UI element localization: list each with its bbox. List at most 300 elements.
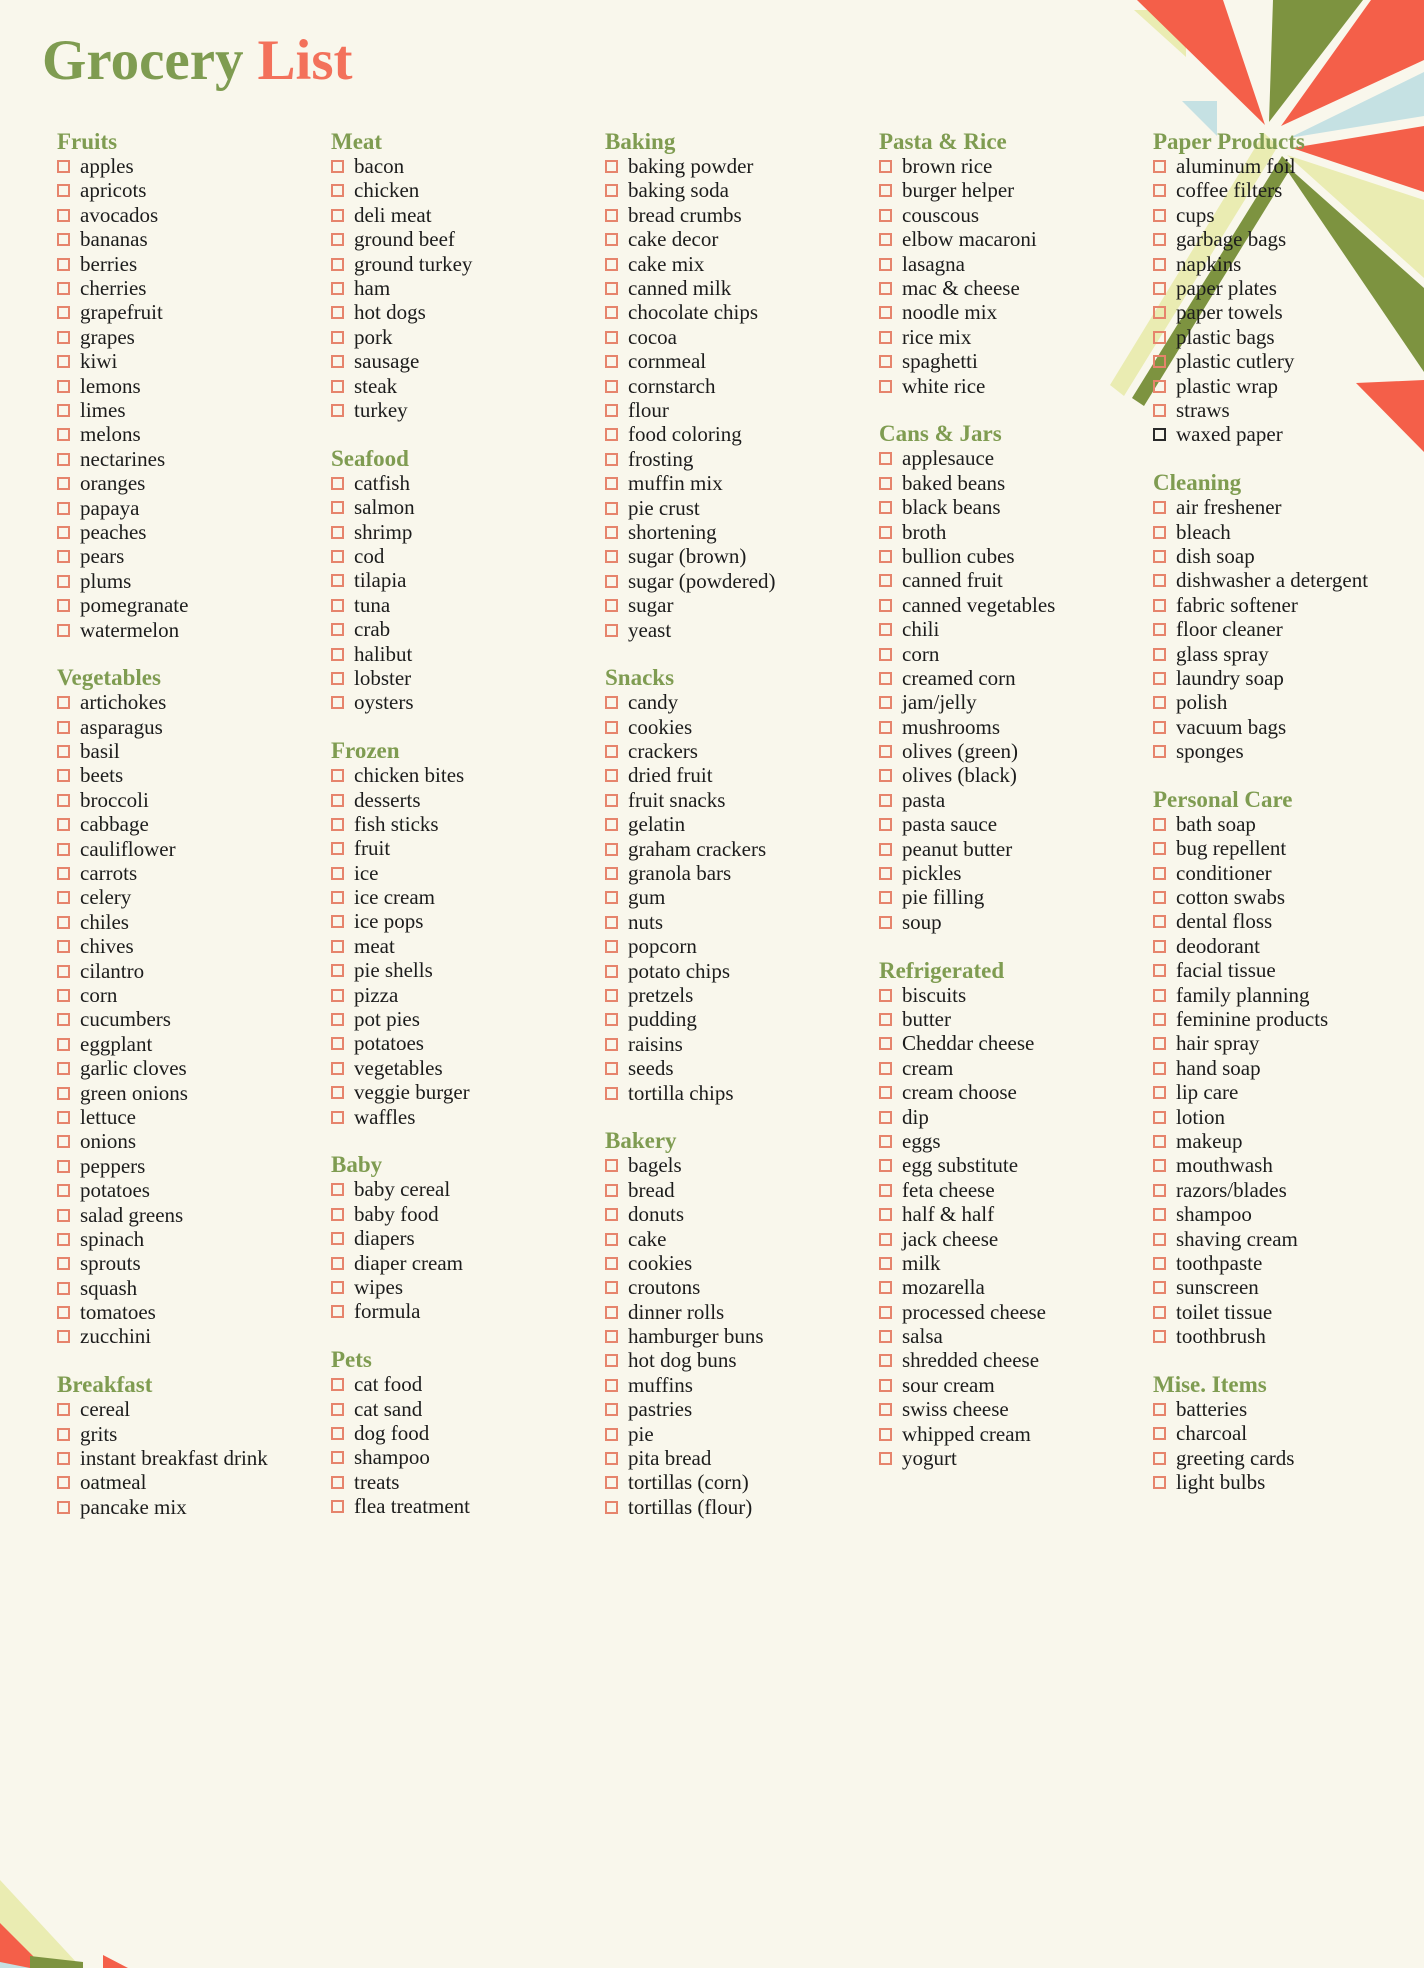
- item-label: bug repellent: [1176, 836, 1287, 861]
- checkbox-icon[interactable]: [879, 1013, 892, 1026]
- checkbox-icon[interactable]: [57, 1111, 70, 1124]
- checkbox-icon[interactable]: [331, 1111, 344, 1124]
- checkbox-icon[interactable]: [605, 1330, 618, 1343]
- checkbox-icon[interactable]: [879, 258, 892, 271]
- checkbox-icon[interactable]: [1153, 989, 1166, 1002]
- checkbox-icon[interactable]: [605, 1476, 618, 1489]
- checkbox-icon[interactable]: [605, 526, 618, 539]
- checkbox-icon[interactable]: [331, 1183, 344, 1196]
- checkbox-icon[interactable]: [331, 1305, 344, 1318]
- checkbox-icon[interactable]: [331, 1427, 344, 1440]
- list-item: [57, 1276, 331, 1300]
- checkbox-icon[interactable]: [605, 209, 618, 222]
- checkbox-icon[interactable]: [879, 282, 892, 295]
- checkbox-icon[interactable]: [57, 1038, 70, 1051]
- checkbox-icon[interactable]: [57, 550, 70, 563]
- checkbox-icon[interactable]: [1153, 355, 1166, 368]
- checkbox-icon[interactable]: [879, 1330, 892, 1343]
- list-item: [331, 203, 605, 227]
- checkbox-icon[interactable]: [879, 1281, 892, 1294]
- section-item-list: [605, 691, 879, 1106]
- item-label: baking powder: [628, 154, 754, 179]
- list-item: [879, 179, 1153, 203]
- checkbox-icon[interactable]: [879, 452, 892, 465]
- checkbox-icon[interactable]: [1153, 623, 1166, 636]
- checkbox-icon[interactable]: [1153, 745, 1166, 758]
- list-item: [57, 1252, 331, 1276]
- checkbox-icon[interactable]: [1153, 867, 1166, 880]
- checkbox-icon[interactable]: [879, 160, 892, 173]
- checkbox-icon[interactable]: [57, 599, 70, 612]
- list-item: [1153, 325, 1424, 349]
- checkbox-icon[interactable]: [605, 306, 618, 319]
- checkbox-icon[interactable]: [57, 1257, 70, 1270]
- checkbox-icon[interactable]: [57, 891, 70, 904]
- checkbox-icon[interactable]: [57, 526, 70, 539]
- checkbox-icon[interactable]: [57, 380, 70, 393]
- checkbox-icon[interactable]: [605, 769, 618, 782]
- checkbox-icon[interactable]: [1153, 696, 1166, 709]
- checkbox-icon[interactable]: [331, 696, 344, 709]
- checkbox-icon[interactable]: [57, 1184, 70, 1197]
- checkbox-icon[interactable]: [57, 989, 70, 1002]
- list-item: [331, 1081, 605, 1105]
- checkbox-icon[interactable]: [331, 184, 344, 197]
- checkbox-icon[interactable]: [879, 1037, 892, 1050]
- checkbox-icon[interactable]: [879, 721, 892, 734]
- checkbox-icon[interactable]: [879, 623, 892, 636]
- checkbox-icon[interactable]: [57, 1062, 70, 1075]
- checkbox-icon[interactable]: [57, 867, 70, 880]
- checkbox-icon[interactable]: [605, 380, 618, 393]
- checkbox-icon[interactable]: [879, 1111, 892, 1124]
- checkbox-icon[interactable]: [605, 696, 618, 709]
- checkbox-icon[interactable]: [605, 1306, 618, 1319]
- checkbox-icon[interactable]: [879, 794, 892, 807]
- checkbox-icon[interactable]: [605, 1379, 618, 1392]
- checkbox-icon[interactable]: [57, 769, 70, 782]
- checkbox-icon[interactable]: [57, 428, 70, 441]
- item-label: cups: [1176, 202, 1215, 227]
- checkbox-icon[interactable]: [605, 745, 618, 758]
- checkbox-icon[interactable]: [1153, 964, 1166, 977]
- checkbox-icon[interactable]: [57, 794, 70, 807]
- checkbox-icon[interactable]: [879, 1257, 892, 1270]
- checkbox-icon[interactable]: [879, 1354, 892, 1367]
- list-item: [879, 1422, 1153, 1446]
- list-item: [331, 617, 605, 641]
- checkbox-icon[interactable]: [331, 550, 344, 563]
- checkbox-icon[interactable]: [879, 477, 892, 490]
- checkbox-icon[interactable]: [605, 575, 618, 588]
- checkbox-icon[interactable]: [879, 1379, 892, 1392]
- checkbox-icon[interactable]: [605, 1403, 618, 1416]
- checkbox-icon[interactable]: [57, 721, 70, 734]
- checkbox-icon[interactable]: [879, 233, 892, 246]
- checkbox-icon[interactable]: [1153, 184, 1166, 197]
- item-label: diapers: [354, 1226, 415, 1251]
- checkbox-icon[interactable]: [879, 1184, 892, 1197]
- checkbox-icon[interactable]: [605, 550, 618, 563]
- checkbox-icon[interactable]: [331, 404, 344, 417]
- list-item: [605, 1324, 879, 1348]
- checkbox-icon[interactable]: [879, 745, 892, 758]
- checkbox-icon[interactable]: [605, 1501, 618, 1514]
- checkbox-icon[interactable]: [331, 233, 344, 246]
- checkbox-icon[interactable]: [879, 1428, 892, 1441]
- checkbox-icon[interactable]: [1153, 1208, 1166, 1221]
- item-label: white rice: [902, 373, 986, 398]
- checkbox-icon[interactable]: [57, 209, 70, 222]
- checkbox-icon[interactable]: [605, 843, 618, 856]
- item-label: canned milk: [628, 276, 732, 301]
- checkbox-icon[interactable]: [879, 989, 892, 1002]
- checkbox-icon[interactable]: [57, 575, 70, 588]
- checkbox-icon[interactable]: [331, 794, 344, 807]
- list-item: [1153, 423, 1424, 447]
- checkbox-icon[interactable]: [605, 1354, 618, 1367]
- list-item: [57, 1008, 331, 1032]
- checkbox-icon[interactable]: [605, 891, 618, 904]
- checkbox-icon[interactable]: [605, 1038, 618, 1051]
- list-item: [1153, 617, 1424, 641]
- checkbox-icon[interactable]: [57, 404, 70, 417]
- checkbox-icon[interactable]: [57, 1428, 70, 1441]
- checkbox-icon[interactable]: [57, 1452, 70, 1465]
- checkbox-icon[interactable]: [57, 916, 70, 929]
- checkbox-icon[interactable]: [57, 184, 70, 197]
- checkbox-icon[interactable]: [57, 818, 70, 831]
- checkbox-icon[interactable]: [331, 501, 344, 514]
- checkbox-icon[interactable]: [57, 843, 70, 856]
- checkbox-icon[interactable]: [879, 1403, 892, 1416]
- checkbox-icon[interactable]: [1153, 915, 1166, 928]
- checkbox-icon[interactable]: [1153, 940, 1166, 953]
- checkbox-icon[interactable]: [605, 818, 618, 831]
- checkbox-icon[interactable]: [879, 306, 892, 319]
- checkbox-icon[interactable]: [1153, 233, 1166, 246]
- checkbox-icon[interactable]: [331, 1232, 344, 1245]
- checkbox-icon[interactable]: [879, 672, 892, 685]
- checkbox-icon[interactable]: [879, 1062, 892, 1075]
- checkbox-icon[interactable]: [879, 843, 892, 856]
- checkbox-icon[interactable]: [879, 1159, 892, 1172]
- item-label: cookies: [628, 714, 693, 739]
- checkbox-icon[interactable]: [331, 1500, 344, 1513]
- checkbox-icon[interactable]: [1153, 1013, 1166, 1026]
- checkbox-icon[interactable]: [331, 1062, 344, 1075]
- checkbox-icon[interactable]: [605, 502, 618, 515]
- checkbox-icon[interactable]: [331, 915, 344, 928]
- list-item: [1153, 398, 1424, 422]
- checkbox-icon[interactable]: [331, 648, 344, 661]
- item-label: squash: [80, 1275, 138, 1300]
- checkbox-icon[interactable]: [879, 355, 892, 368]
- checkbox-icon[interactable]: [331, 1378, 344, 1391]
- checkbox-icon[interactable]: [605, 1233, 618, 1246]
- checkbox-icon[interactable]: [1153, 818, 1166, 831]
- checkbox-icon[interactable]: [1153, 891, 1166, 904]
- checkbox-icon[interactable]: [1153, 1184, 1166, 1197]
- checkbox-icon[interactable]: [57, 1501, 70, 1514]
- checkbox-icon[interactable]: [1153, 160, 1166, 173]
- checkbox-icon[interactable]: [879, 891, 892, 904]
- checkbox-icon[interactable]: [879, 1452, 892, 1465]
- checkbox-icon[interactable]: [331, 1403, 344, 1416]
- checkbox-icon[interactable]: [879, 648, 892, 661]
- checkbox-icon[interactable]: [1153, 306, 1166, 319]
- checkbox-icon[interactable]: [1153, 331, 1166, 344]
- checkbox-icon[interactable]: [331, 1013, 344, 1026]
- checkbox-icon[interactable]: [879, 501, 892, 514]
- checkbox-icon[interactable]: [1153, 574, 1166, 587]
- checkbox-icon[interactable]: [879, 696, 892, 709]
- checkbox-icon[interactable]: [331, 989, 344, 1002]
- checkbox-icon[interactable]: [331, 1086, 344, 1099]
- checkbox-icon[interactable]: [879, 209, 892, 222]
- checkbox-icon[interactable]: [1153, 1281, 1166, 1294]
- checkbox-icon[interactable]: [605, 453, 618, 466]
- checkbox-icon[interactable]: [57, 477, 70, 490]
- item-label: paper plates: [1176, 276, 1277, 301]
- checkbox-icon[interactable]: [879, 380, 892, 393]
- checkbox-icon[interactable]: [57, 282, 70, 295]
- checkbox-icon[interactable]: [57, 1282, 70, 1295]
- checkbox-icon[interactable]: [1153, 1476, 1166, 1489]
- checkbox-icon[interactable]: [57, 1233, 70, 1246]
- checkbox-icon[interactable]: [879, 184, 892, 197]
- checkbox-icon[interactable]: [879, 1306, 892, 1319]
- item-label: dishwasher a detergent: [1176, 568, 1369, 593]
- checkbox-icon[interactable]: [331, 355, 344, 368]
- checkbox-icon[interactable]: [605, 282, 618, 295]
- checkbox-icon[interactable]: [1153, 1306, 1166, 1319]
- section-item-list: [1153, 812, 1424, 1349]
- checkbox-icon[interactable]: [57, 233, 70, 246]
- checkbox-icon[interactable]: [1153, 1257, 1166, 1270]
- checkbox-icon[interactable]: [1153, 1086, 1166, 1099]
- checkbox-icon[interactable]: [605, 184, 618, 197]
- checkbox-icon[interactable]: [605, 1159, 618, 1172]
- checkbox-icon[interactable]: [1153, 1135, 1166, 1148]
- checkbox-icon[interactable]: [879, 1135, 892, 1148]
- item-label: mouthwash: [1176, 1153, 1273, 1178]
- checkbox-icon[interactable]: [605, 1452, 618, 1465]
- checkbox-icon[interactable]: [605, 721, 618, 734]
- checkbox-icon[interactable]: [879, 1233, 892, 1246]
- checkbox-icon[interactable]: [1153, 1062, 1166, 1075]
- checkbox-icon[interactable]: [1153, 599, 1166, 612]
- checkbox-icon[interactable]: [57, 624, 70, 637]
- checkbox-icon[interactable]: [57, 258, 70, 271]
- checkbox-icon[interactable]: [1153, 672, 1166, 685]
- checkbox-icon[interactable]: [331, 1476, 344, 1489]
- checkbox-icon[interactable]: [605, 1013, 618, 1026]
- checkbox-icon[interactable]: [1153, 258, 1166, 271]
- list-item: [331, 1397, 605, 1421]
- checkbox-icon[interactable]: [331, 477, 344, 490]
- checkbox-icon[interactable]: [1153, 1037, 1166, 1050]
- checkbox-icon[interactable]: [605, 1184, 618, 1197]
- checkbox-icon[interactable]: [879, 526, 892, 539]
- checkbox-icon[interactable]: [1153, 721, 1166, 734]
- item-label: plastic wrap: [1176, 373, 1279, 398]
- checkbox-icon[interactable]: [1153, 842, 1166, 855]
- checkbox-icon[interactable]: [57, 1160, 70, 1173]
- checkbox-icon[interactable]: [331, 526, 344, 539]
- checkbox-icon[interactable]: [331, 1451, 344, 1464]
- checkbox-icon[interactable]: [1153, 526, 1166, 539]
- checkbox-icon[interactable]: [331, 891, 344, 904]
- checkbox-icon[interactable]: [605, 331, 618, 344]
- item-label: beets: [80, 763, 124, 788]
- checkbox-icon[interactable]: [605, 1062, 618, 1075]
- checkbox-icon[interactable]: [605, 477, 618, 490]
- checkbox-icon[interactable]: [331, 574, 344, 587]
- checkbox-icon[interactable]: [1153, 282, 1166, 295]
- checkbox-icon[interactable]: [331, 282, 344, 295]
- checkbox-icon[interactable]: [1153, 209, 1166, 222]
- checkbox-icon[interactable]: [57, 940, 70, 953]
- section-header: Baby: [331, 1152, 383, 1178]
- checkbox-icon[interactable]: [879, 599, 892, 612]
- checkbox-icon[interactable]: [57, 160, 70, 173]
- checkbox-icon[interactable]: [331, 818, 344, 831]
- checkbox-icon[interactable]: [57, 1013, 70, 1026]
- checkbox-icon[interactable]: [57, 1476, 70, 1489]
- list-item: [331, 788, 605, 812]
- checkbox-icon[interactable]: [331, 964, 344, 977]
- checkbox-icon[interactable]: [57, 965, 70, 978]
- list-item: [1153, 203, 1424, 227]
- checkbox-icon[interactable]: [331, 623, 344, 636]
- checkbox-icon[interactable]: [1153, 1159, 1166, 1172]
- item-label: tortilla chips: [628, 1080, 734, 1105]
- checkbox-icon[interactable]: [331, 1257, 344, 1270]
- checkbox-icon[interactable]: [879, 1208, 892, 1221]
- item-label: dog food: [354, 1420, 430, 1445]
- checkbox-icon[interactable]: [879, 818, 892, 831]
- checkbox-icon[interactable]: [605, 1087, 618, 1100]
- checkbox-icon[interactable]: [331, 331, 344, 344]
- checkbox-icon[interactable]: [331, 209, 344, 222]
- item-label: laundry soap: [1176, 665, 1284, 690]
- checkbox-icon[interactable]: [331, 306, 344, 319]
- checkbox-icon[interactable]: [57, 355, 70, 368]
- checkbox-icon[interactable]: [1153, 380, 1166, 393]
- checkbox-icon[interactable]: [605, 428, 618, 441]
- checkbox-icon[interactable]: [331, 160, 344, 173]
- checkbox-icon[interactable]: [1153, 648, 1166, 661]
- checkbox-icon[interactable]: [605, 1281, 618, 1294]
- checkbox-icon[interactable]: [57, 1087, 70, 1100]
- checkbox-icon[interactable]: [57, 1403, 70, 1416]
- checkbox-icon[interactable]: [605, 989, 618, 1002]
- item-label: catfish: [354, 470, 410, 495]
- checkbox-icon[interactable]: [879, 867, 892, 880]
- item-label: cucumbers: [80, 1007, 171, 1032]
- list-item: [879, 544, 1153, 568]
- checkbox-icon[interactable]: [1153, 501, 1166, 514]
- item-label: napkins: [1176, 251, 1242, 276]
- checkbox-icon[interactable]: [1153, 1233, 1166, 1246]
- checkbox-icon[interactable]: [879, 1086, 892, 1099]
- checkbox-icon[interactable]: [57, 502, 70, 515]
- checkbox-icon[interactable]: [605, 624, 618, 637]
- checkbox-icon[interactable]: [331, 1281, 344, 1294]
- checkbox-icon[interactable]: [331, 258, 344, 271]
- checkbox-icon[interactable]: [57, 696, 70, 709]
- checkbox-icon[interactable]: [1153, 1452, 1166, 1465]
- checkbox-icon[interactable]: [331, 940, 344, 953]
- checkbox-icon[interactable]: [57, 1209, 70, 1222]
- checkbox-icon[interactable]: [331, 672, 344, 685]
- checkbox-icon[interactable]: [1153, 1403, 1166, 1416]
- checkbox-icon[interactable]: [605, 867, 618, 880]
- checkbox-icon[interactable]: [605, 916, 618, 929]
- checkbox-icon[interactable]: [605, 233, 618, 246]
- item-label: couscous: [902, 202, 979, 227]
- checkbox-icon[interactable]: [331, 1037, 344, 1050]
- checkbox-icon[interactable]: [605, 965, 618, 978]
- list-item: [879, 447, 1153, 471]
- checkbox-icon[interactable]: [57, 745, 70, 758]
- checkbox-icon[interactable]: [331, 842, 344, 855]
- checkbox-icon[interactable]: [605, 794, 618, 807]
- checkbox-icon[interactable]: [605, 599, 618, 612]
- checkbox-icon[interactable]: [1153, 428, 1166, 441]
- list-item: [605, 1471, 879, 1495]
- checkbox-icon[interactable]: [57, 1135, 70, 1148]
- checkbox-icon[interactable]: [879, 769, 892, 782]
- checkbox-icon[interactable]: [605, 355, 618, 368]
- checkbox-icon[interactable]: [57, 453, 70, 466]
- checkbox-icon[interactable]: [1153, 1330, 1166, 1343]
- checkbox-icon[interactable]: [57, 1330, 70, 1343]
- item-label: treats: [354, 1469, 400, 1494]
- checkbox-icon[interactable]: [879, 331, 892, 344]
- list-item: [605, 1398, 879, 1422]
- checkbox-icon[interactable]: [605, 160, 618, 173]
- checkbox-icon[interactable]: [605, 1428, 618, 1441]
- checkbox-icon[interactable]: [1153, 1427, 1166, 1440]
- list-item: [605, 935, 879, 959]
- checkbox-icon[interactable]: [605, 940, 618, 953]
- list-item: [1153, 154, 1424, 178]
- checkbox-icon[interactable]: [331, 380, 344, 393]
- checkbox-icon[interactable]: [331, 1208, 344, 1221]
- checkbox-icon[interactable]: [879, 574, 892, 587]
- checkbox-icon[interactable]: [605, 404, 618, 417]
- item-label: oranges: [80, 471, 146, 496]
- checkbox-icon[interactable]: [879, 550, 892, 563]
- checkbox-icon[interactable]: [57, 306, 70, 319]
- checkbox-icon[interactable]: [57, 331, 70, 344]
- checkbox-icon[interactable]: [331, 769, 344, 782]
- checkbox-icon[interactable]: [605, 1208, 618, 1221]
- checkbox-icon[interactable]: [331, 867, 344, 880]
- section-header: Paper Products: [1153, 129, 1305, 154]
- checkbox-icon[interactable]: [605, 258, 618, 271]
- checkbox-icon[interactable]: [879, 916, 892, 929]
- checkbox-icon[interactable]: [331, 599, 344, 612]
- list-item: [331, 983, 605, 1007]
- checkbox-icon[interactable]: [57, 1306, 70, 1319]
- checkbox-icon[interactable]: [1153, 1111, 1166, 1124]
- checkbox-icon[interactable]: [1153, 404, 1166, 417]
- checkbox-icon[interactable]: [1153, 550, 1166, 563]
- checkbox-icon[interactable]: [605, 1257, 618, 1270]
